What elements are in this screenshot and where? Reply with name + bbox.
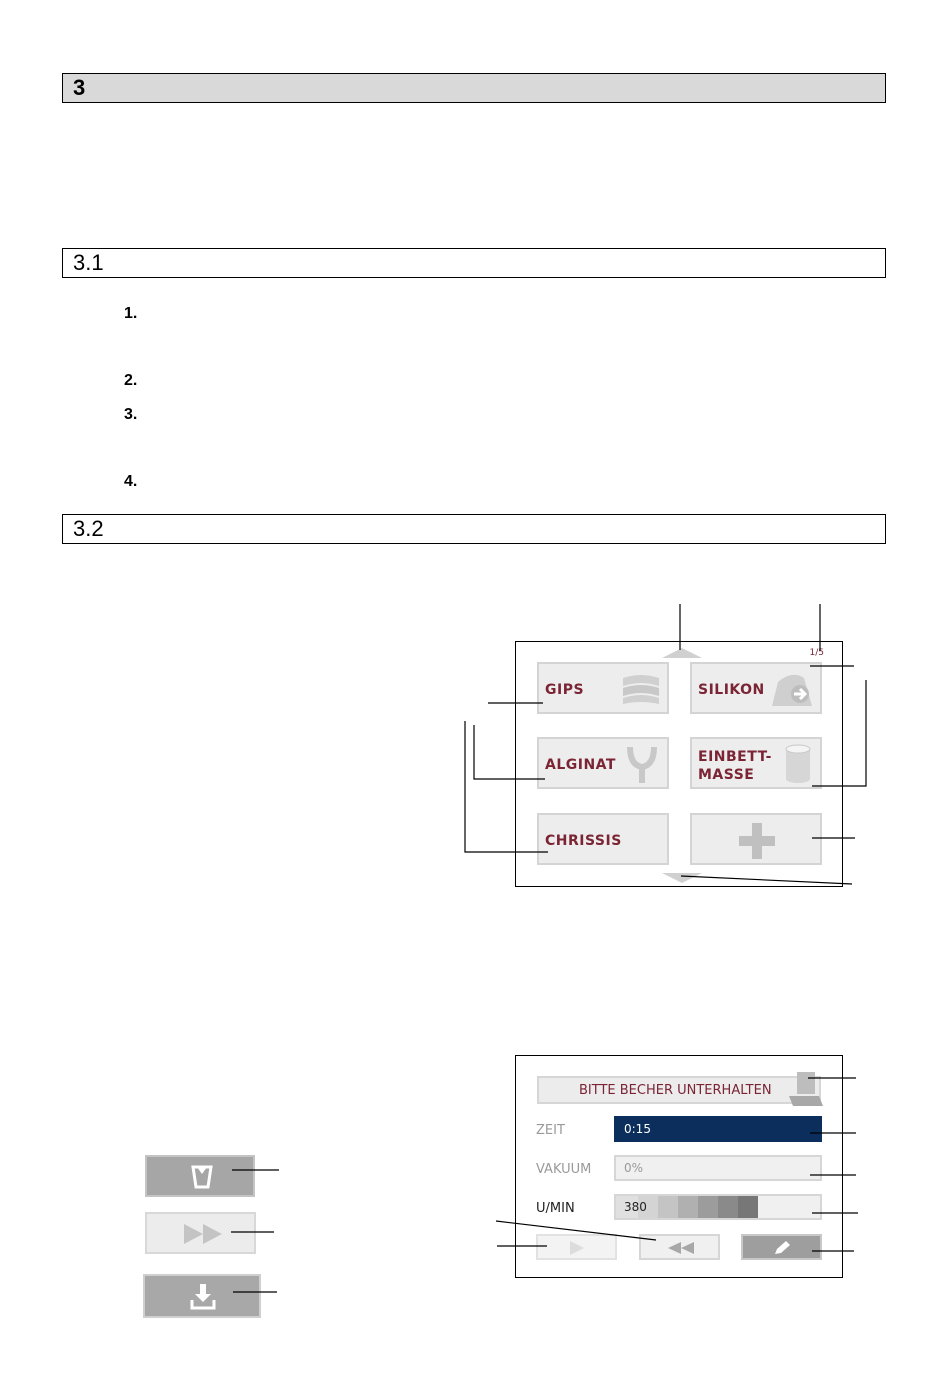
- tile-gips-label: GIPS: [545, 682, 585, 698]
- vakuum-label: VAKUUM: [536, 1162, 592, 1177]
- tile-einbett-label-line2: MASSE: [698, 767, 755, 783]
- zeit-value: 0:15: [624, 1122, 651, 1136]
- tile-chrissis-label: CHRISSIS: [545, 833, 622, 849]
- tile-silikon-label: SILIKON: [698, 682, 765, 698]
- step-1: 1.: [124, 305, 138, 322]
- tile-alginat-label: ALGINAT: [545, 757, 616, 773]
- umin-label: U/MIN: [536, 1201, 575, 1216]
- section-number-3-2: 3.2: [73, 516, 104, 541]
- page-indicator: 1/5: [809, 648, 824, 658]
- section-number-3-1: 3.1: [73, 250, 104, 275]
- step-2: 2.: [124, 372, 138, 389]
- vakuum-value: 0%: [624, 1161, 644, 1175]
- zeit-label: ZEIT: [536, 1123, 565, 1138]
- tile-einbett-label-line1: EINBETT-: [698, 749, 772, 765]
- step-4: 4.: [124, 473, 138, 490]
- step-3: 3.: [124, 406, 138, 423]
- umin-value: 380: [624, 1200, 647, 1214]
- status-banner-text: BITTE BECHER UNTERHALTEN: [579, 1083, 772, 1098]
- chapter-number: 3: [73, 75, 86, 100]
